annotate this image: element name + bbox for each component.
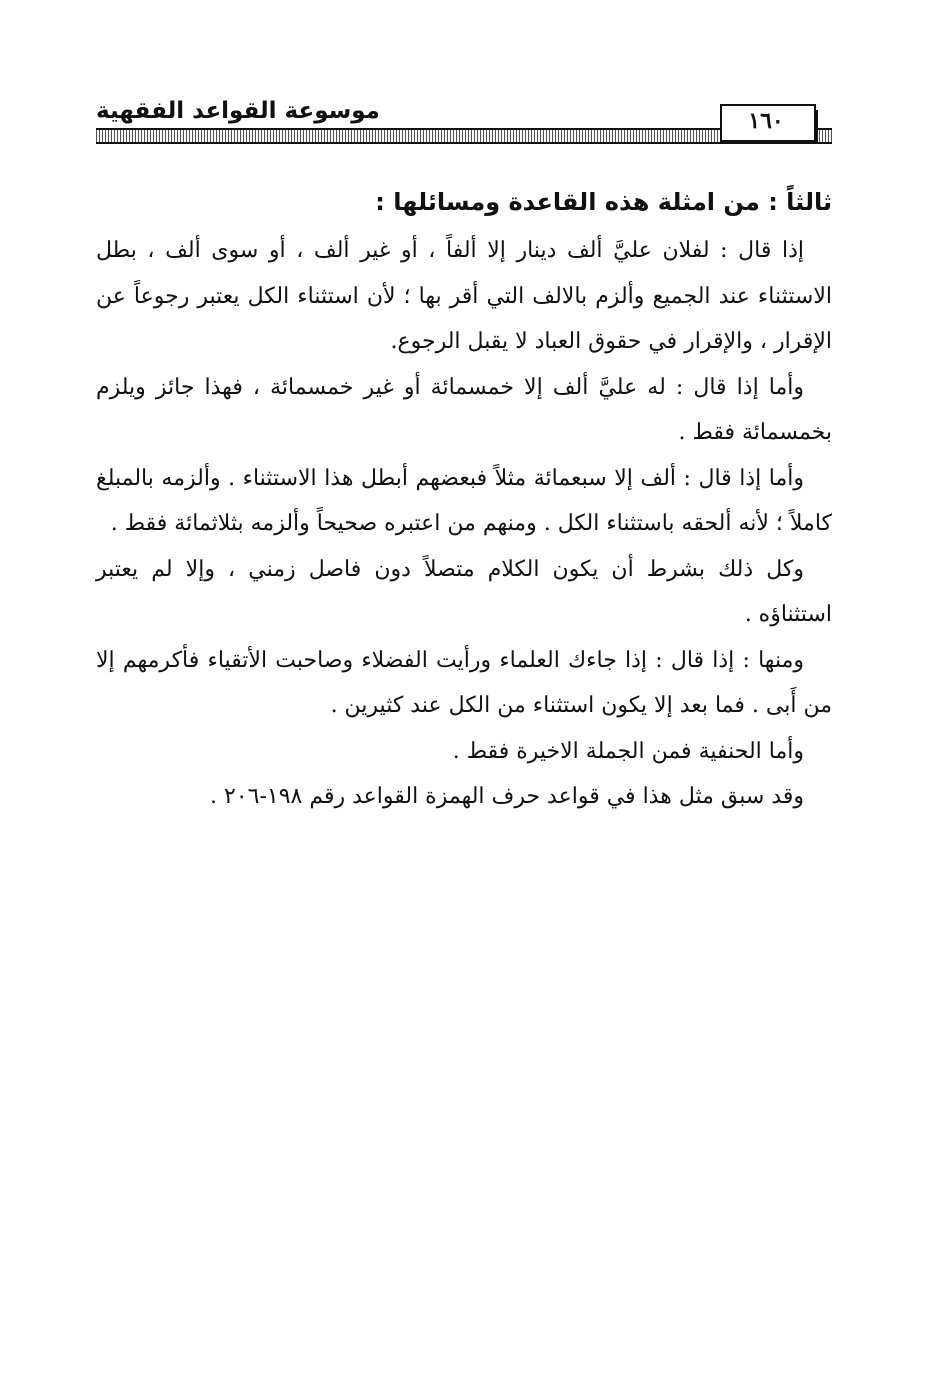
paragraph-7: وقد سبق مثل هذا في قواعد حرف الهمزة القواعد رقم ١٩٨-٢٠٦ .	[209, 784, 804, 809]
paragraph-4: وكل ذلك بشرط أن يكون الكلام متصلاً دون فاصل زمني ، وإلا لم يعتبر استثناؤه .	[96, 556, 832, 627]
running-header-title: موسوعة القواعد الفقهية	[96, 98, 380, 124]
paragraph-2: وأما إذا قال : له عليَّ ألف إلا خمسمائة أو غير خمسمائة ، فهذا جائز ويلزم بخمسمائة فقط .	[96, 374, 832, 445]
section-heading: ثالثاً : من امثلة هذه القاعدة ومسائلها :	[375, 188, 832, 216]
page-number: ١٦٠	[748, 108, 784, 134]
paragraph-5: ومنها : إذا قال : إذا جاءك العلماء ورأيت الفضلاء وصاحبت الأتقياء فأكرمهم إلا من أَبى . فما بعد إلا يكون استثناء من الكل عند كثيرين .	[96, 647, 832, 718]
page-body	[96, 180, 832, 820]
paragraph-6: وأما الحنفية فمن الجملة الاخيرة فقط .	[452, 738, 804, 764]
paragraph-1: إذا قال : لفلان عليَّ ألف دينار إلا ألفاً ، أو غير ألف ، أو سوى ألف ، بطل الاستثناء عند الجميع وألزم بالالف التي أقر بها ؛ لأن استثناء الكل يعتبر رجوعاً عن الإقرار ، والإقرار في حقوق العباد لا يقبل الرجوع.	[96, 238, 832, 354]
paragraph-3: وأما إذا قال : ألف إلا سبعمائة مثلاً فبعضهم أبطل هذا الاستثناء . وألزمه بالمبلغ كاملاً ؛ لأنه ألحقه باستثناء الكل . ومنهم من اعتبره صحيحاً وألزمه بثلاثمائة فقط .	[96, 465, 832, 536]
